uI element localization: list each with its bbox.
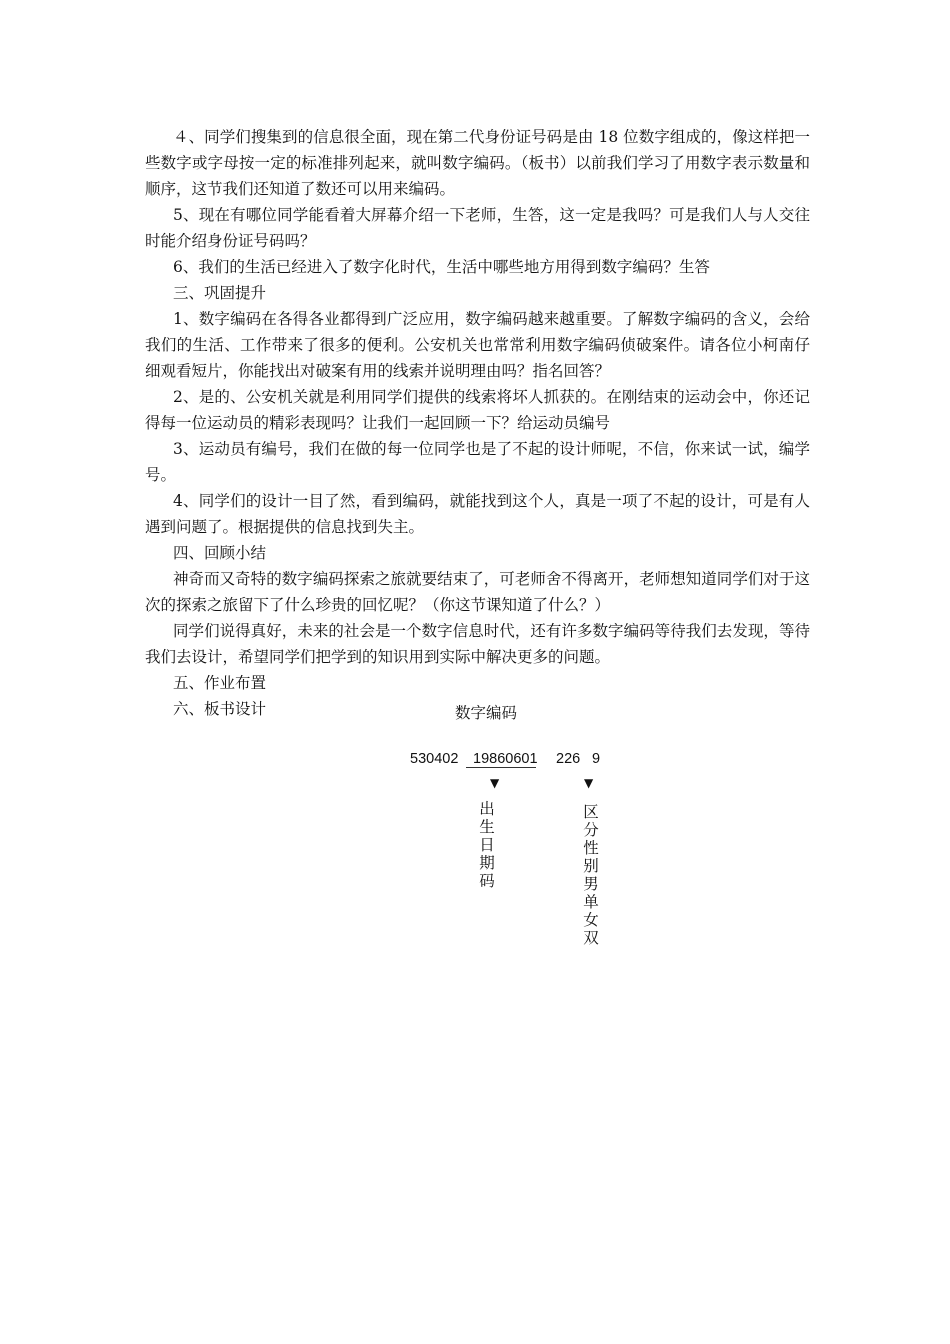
birthdate-underline <box>466 767 536 768</box>
label-char: 期 <box>479 854 495 872</box>
section-heading: 三、巩固提升 <box>173 284 267 302</box>
section-heading: 五、作业布置 <box>173 674 267 692</box>
paragraph: 4、同学们的设计一目了然，看到编码，就能找到这个人，真是一项了不起的设计，可是有人遇到问题了。根据提供的信息找到失主。 <box>145 492 810 536</box>
paragraph: ４、同学们搜集到的信息很全面，现在第二代身份证号码是由 18 位数字组成的，像这样把一些数字或字母按一定的标准排列起来，就叫数字编码。（板书）以前我们学习了用数字表示数量和顺序，这节我们还知道了数还可以用来编码。 <box>145 128 810 198</box>
code-birthdate: 19860601 <box>473 751 538 767</box>
paragraph: 5、现在有哪位同学能看着大屏幕介绍一下老师，生答，这一定是我吗？可是我们人与人交往时能介绍身份证号码吗？ <box>145 206 810 250</box>
document-body <box>145 124 810 722</box>
label-char: 男 <box>583 875 599 893</box>
label-char: 女 <box>583 911 599 929</box>
paragraph: 3、运动员有编号，我们在做的每一位同学也是了不起的设计师呢，不信，你来试一试，编学号。 <box>145 440 810 484</box>
label-char: 性 <box>583 839 599 857</box>
paragraph: 2、是的、公安机关就是利用同学们提供的线索将坏人抓获的。在刚结束的运动会中，你还记得每一位运动员的精彩表现吗？让我们一起回顾一下？给运动员编号 <box>145 388 810 432</box>
label-char: 区 <box>583 803 599 821</box>
board-title: 数字编码 <box>455 704 518 722</box>
arrow-down-icon: ▼ <box>584 776 594 790</box>
code-check-digit: 9 <box>592 751 601 767</box>
label-char: 生 <box>479 818 495 836</box>
section-heading: 六、板书设计 <box>173 700 267 718</box>
paragraph: 1、数字编码在各得各业都得到广泛应用，数字编码越来越重要。了解数字编码的含义，会给我们的生活、工作带来了很多的便利。公安机关也常常利用数字编码侦破案件。请各位小柯南仔细观看短片，你能找出对破案有用的线索并说明理由吗？指名回答？ <box>145 310 810 380</box>
code-region: 530402 <box>410 751 459 767</box>
section-heading: 四、回顾小结 <box>173 544 267 562</box>
label-char: 双 <box>583 929 599 947</box>
label-char: 日 <box>479 836 495 854</box>
label-char: 别 <box>583 857 599 875</box>
label-char: 单 <box>583 893 599 911</box>
label-char: 分 <box>583 821 599 839</box>
gender-label <box>582 803 600 947</box>
code-sequence: 226 <box>556 751 581 767</box>
paragraph: 神奇而又奇特的数字编码探索之旅就要结束了，可老师舍不得离开，老师想知道同学们对于这次的探索之旅留下了什么珍贵的回忆呢？（你这节课知道了什么？） <box>145 570 810 614</box>
paragraph: 6、我们的生活已经进入了数字化时代，生活中哪些地方用得到数字编码？生答 <box>173 258 710 276</box>
arrow-down-icon: ▼ <box>490 776 500 790</box>
label-char: 码 <box>479 872 495 890</box>
paragraph: 同学们说得真好，未来的社会是一个数字信息时代，还有许多数字编码等待我们去发现，等待我们去设计，希望同学们把学到的知识用到实际中解决更多的问题。 <box>145 622 810 666</box>
birthdate-label <box>478 800 496 890</box>
label-char: 出 <box>479 800 495 818</box>
